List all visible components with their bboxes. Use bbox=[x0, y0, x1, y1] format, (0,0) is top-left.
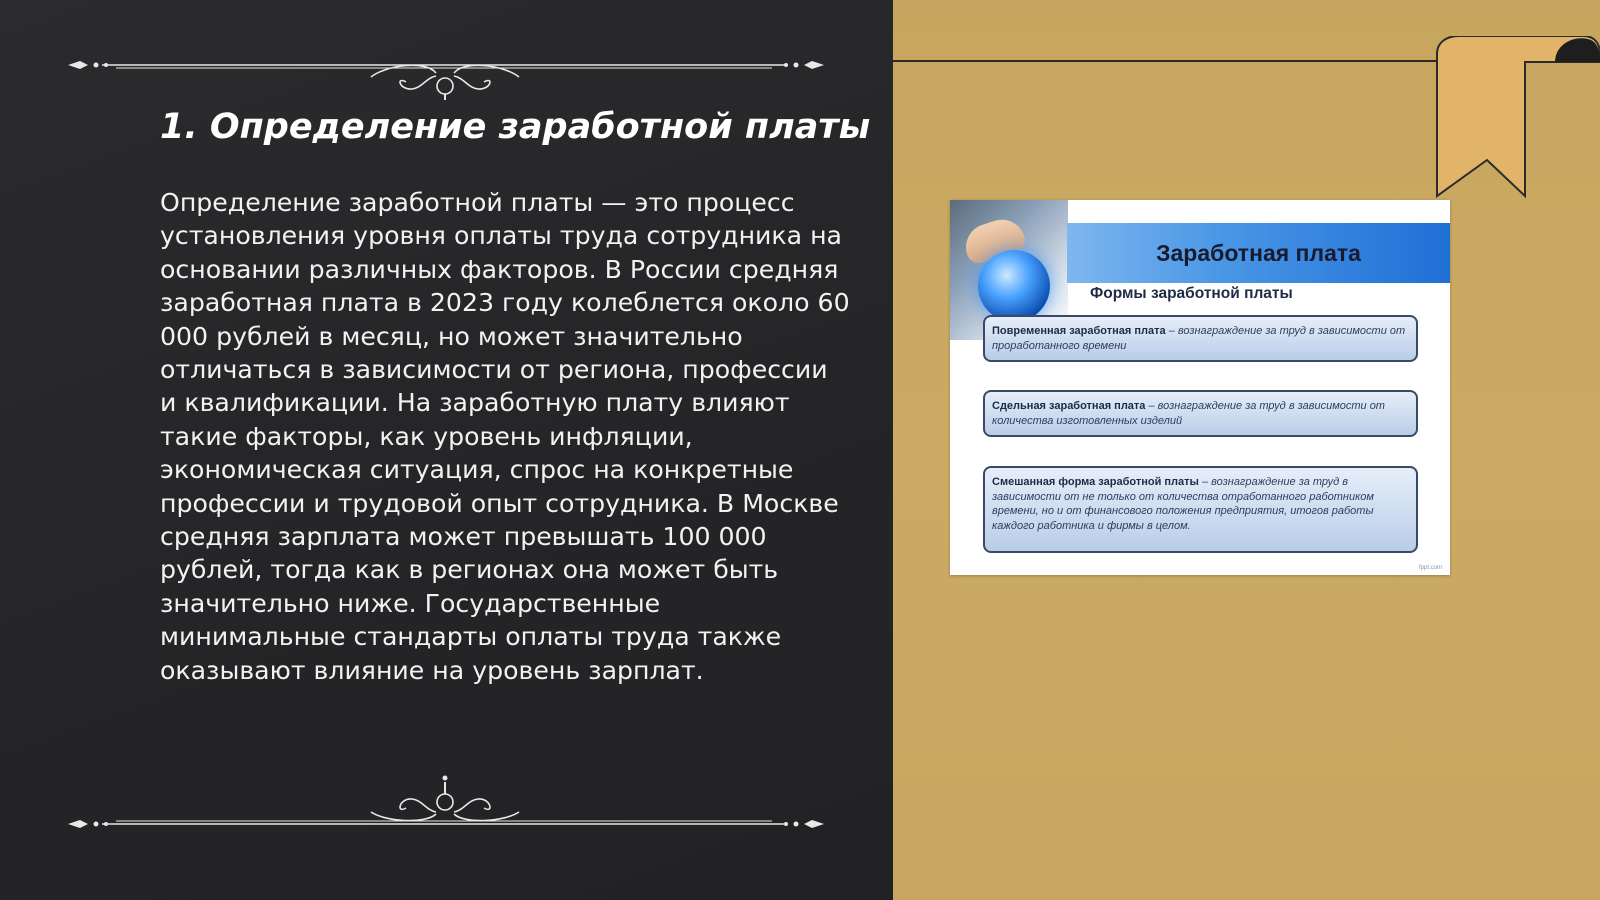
salary-form-description: – вознаграждение за труд в зависимости от не только от количества отработанного работником времени, но и от финансового положения предприятия, итогов работы каждого работника и фирмы в целом. bbox=[992, 476, 1374, 532]
globe-icon bbox=[978, 250, 1050, 322]
salary-form-box bbox=[983, 390, 1418, 437]
flourish-ornament-top-icon bbox=[66, 40, 826, 100]
slide-title: 1. Определение заработной платы bbox=[160, 107, 871, 147]
picture-banner-title: Заработная плата bbox=[1156, 240, 1361, 266]
slide-body-text: Определение заработной платы — это процесс установления уровня оплаты труда сотрудника на основании различных факторов. В России средняя заработная плата в 2023 году колеблется около 60 000 рублей в месяц, но может значительно отличаться в зависимости от региона, профессии и квалификации. На заработную плату влияют такие факторы, как уровень инфляции, экономическая ситуация, спрос на конкретные профессии и трудовой опыт сотрудника. В Москве средняя зарплата может превышать 100 000 рублей, тогда как в регионах она может быть значительно ниже. Государственные минимальные стандарты оплаты труда также оказывают влияние на уровень зарплат. bbox=[160, 188, 850, 685]
picture-subtitle: Формы заработной платы bbox=[1090, 285, 1293, 302]
picture-corner-mark: fppt.com bbox=[1418, 565, 1442, 571]
flourish-ornament-bottom-icon bbox=[66, 768, 826, 828]
salary-form-name: Смешанная форма заработной платы bbox=[992, 476, 1199, 488]
salary-form-name: Сдельная заработная плата bbox=[992, 400, 1146, 412]
salary-form-box bbox=[983, 315, 1418, 362]
salary-form-description: – вознаграждение за труд в зависимости от проработанного времени bbox=[992, 325, 1406, 352]
salary-forms-picture bbox=[950, 200, 1450, 575]
salary-form-name: Повременная заработная плата bbox=[992, 325, 1166, 337]
salary-form-box bbox=[983, 466, 1418, 553]
bookmark-ribbon-icon bbox=[1435, 36, 1600, 201]
salary-form-description: – вознаграждение за труд в зависимости от количества изготовленных изделий bbox=[992, 400, 1385, 427]
